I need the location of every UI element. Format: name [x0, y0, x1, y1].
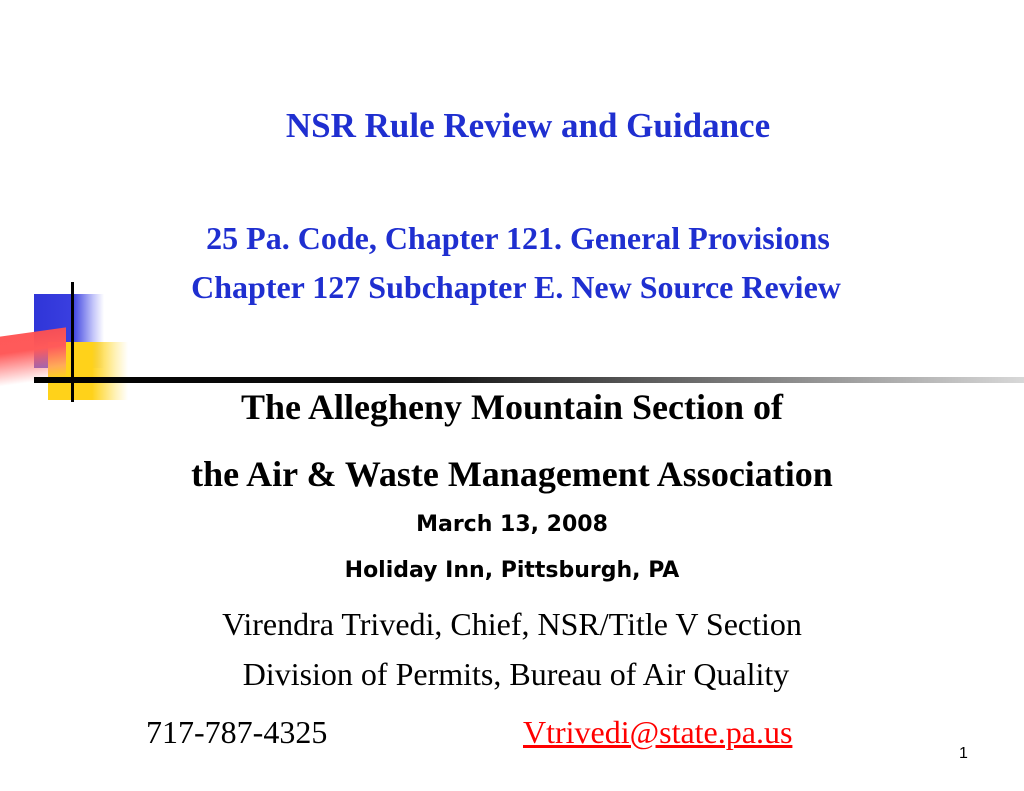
phone-number: 717-787-4325 — [146, 714, 328, 750]
email-link[interactable]: Vtrivedi@state.pa.us — [523, 714, 793, 750]
slide-subtitle-line-1: 25 Pa. Code, Chapter 121. General Provisions — [206, 220, 830, 256]
event-venue: Holiday Inn, Pittsburgh, PA — [344, 558, 680, 583]
organization-line-2: the Air & Waste Management Association — [191, 454, 833, 494]
presenter-division: Division of Permits, Bureau of Air Quality — [242, 656, 790, 692]
slide-title: NSR Rule Review and Guidance — [285, 106, 771, 145]
title-divider — [34, 377, 1024, 383]
organization-line-1: The Allegheny Mountain Section of — [240, 387, 784, 427]
presenter-title: Virendra Trivedi, Chief, NSR/Title V Section — [222, 606, 802, 642]
slide-subtitle-line-2: Chapter 127 Subchapter E. New Source Review — [191, 269, 841, 305]
event-date: March 13, 2008 — [416, 512, 608, 537]
page-number: 1 — [959, 745, 968, 762]
